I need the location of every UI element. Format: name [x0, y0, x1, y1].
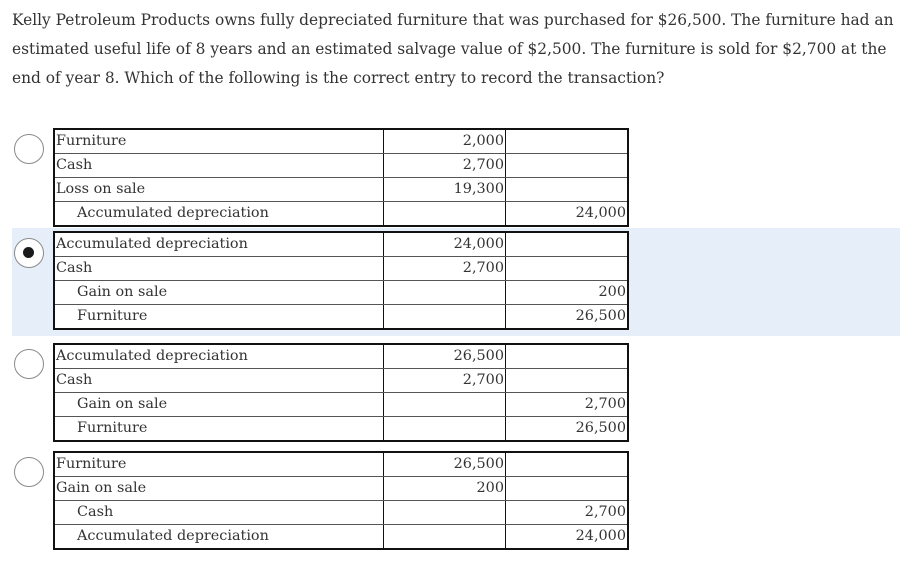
table-row: [54, 305, 628, 330]
debit-amount: 26,500: [384, 452, 506, 477]
credit-amount: [506, 232, 629, 257]
account-name: Furniture: [54, 452, 384, 477]
account-name: Gain on sale: [54, 393, 384, 417]
answer-option-4[interactable]: [12, 451, 900, 559]
credit-amount: [506, 178, 629, 202]
table-row: [54, 232, 628, 257]
credit-amount: 200: [506, 281, 629, 305]
debit-amount: 2,700: [384, 257, 506, 281]
radio-button[interactable]: [14, 134, 44, 164]
debit-amount: [384, 525, 506, 550]
table-row: [54, 154, 628, 178]
credit-amount: 2,700: [506, 393, 629, 417]
credit-amount: [506, 344, 629, 369]
account-name: Furniture: [54, 305, 384, 330]
journal-entry-table: [53, 231, 629, 330]
radio-button[interactable]: [14, 457, 44, 487]
table-row: [54, 202, 628, 227]
journal-entry-table: [53, 128, 629, 227]
debit-amount: 19,300: [384, 178, 506, 202]
credit-amount: [506, 257, 629, 281]
credit-amount: [506, 452, 629, 477]
debit-amount: 2,700: [384, 154, 506, 178]
table-row: [54, 344, 628, 369]
table-row: [54, 178, 628, 202]
account-name: Furniture: [54, 417, 384, 442]
account-name: Accumulated depreciation: [54, 525, 384, 550]
debit-amount: 2,700: [384, 369, 506, 393]
debit-amount: 24,000: [384, 232, 506, 257]
answer-option-2[interactable]: [12, 228, 900, 336]
credit-amount: [506, 369, 629, 393]
account-name: Gain on sale: [54, 477, 384, 501]
debit-amount: [384, 417, 506, 442]
debit-amount: 200: [384, 477, 506, 501]
account-name: Gain on sale: [54, 281, 384, 305]
radio-button[interactable]: [14, 238, 44, 268]
account-name: Cash: [54, 501, 384, 525]
radio-button[interactable]: [14, 349, 44, 379]
table-row: [54, 257, 628, 281]
account-name: Accumulated depreciation: [54, 232, 384, 257]
table-row: [54, 501, 628, 525]
credit-amount: 24,000: [506, 525, 629, 550]
radio-selected-dot: [23, 247, 34, 258]
table-row: [54, 369, 628, 393]
table-row: [54, 417, 628, 442]
account-name: Cash: [54, 369, 384, 393]
journal-entry-table: [53, 343, 629, 442]
table-row: [54, 525, 628, 550]
credit-amount: 2,700: [506, 501, 629, 525]
account-name: Accumulated depreciation: [54, 344, 384, 369]
account-name: Cash: [54, 257, 384, 281]
account-name: Cash: [54, 154, 384, 178]
account-name: Furniture: [54, 129, 384, 154]
table-row: [54, 129, 628, 154]
debit-amount: 26,500: [384, 344, 506, 369]
credit-amount: 24,000: [506, 202, 629, 227]
debit-amount: [384, 281, 506, 305]
debit-amount: [384, 305, 506, 330]
debit-amount: 2,000: [384, 129, 506, 154]
question-text: Kelly Petroleum Products owns fully depreciated furniture that was purchased for $26,500. The furniture had an estimated useful life of 8 years and an estimated salvage value of $2,500. The furniture is sold for $2,700 at the end of year 8. Which of the following is the correct entry to record the transaction?: [12, 11, 894, 87]
table-row: [54, 393, 628, 417]
debit-amount: [384, 393, 506, 417]
table-row: [54, 452, 628, 477]
credit-amount: 26,500: [506, 417, 629, 442]
debit-amount: [384, 202, 506, 227]
credit-amount: [506, 154, 629, 178]
account-name: Loss on sale: [54, 178, 384, 202]
credit-amount: [506, 129, 629, 154]
account-name: Accumulated depreciation: [54, 202, 384, 227]
table-row: [54, 477, 628, 501]
credit-amount: 26,500: [506, 305, 629, 330]
answer-option-1[interactable]: [12, 128, 900, 236]
answer-option-3[interactable]: [12, 343, 900, 451]
credit-amount: [506, 477, 629, 501]
table-row: [54, 281, 628, 305]
debit-amount: [384, 501, 506, 525]
journal-entry-table: [53, 451, 629, 550]
